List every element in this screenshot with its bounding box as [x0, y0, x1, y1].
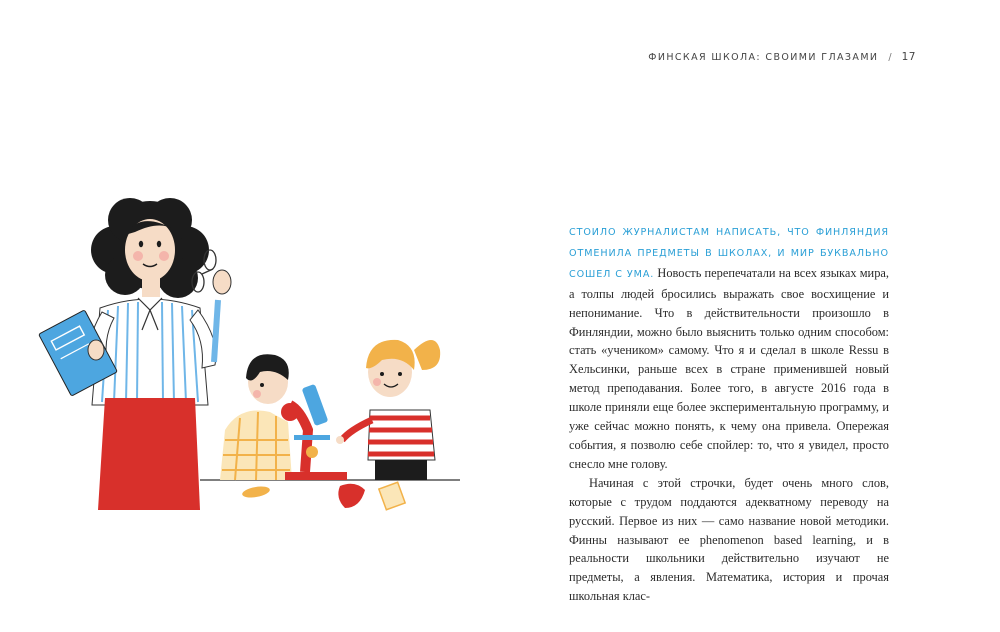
- girl-figure: [336, 340, 440, 480]
- paragraph-1: [569, 222, 889, 474]
- running-head: [648, 51, 916, 63]
- lead-in: СТОИЛО ЖУРНАЛИСТАМ НАПИСАТЬ, ЧТО ФИНЛЯНДИЯ ОТМЕНИЛА ПРЕДМЕТЫ В ШКОЛАХ, И МИР БУКВАЛЬНО СОШЕЛ С УМА.: [569, 227, 889, 280]
- card-icon: [379, 482, 405, 510]
- running-title: ФИНСКАЯ ШКОЛА: СВОИМИ ГЛАЗАМИ: [648, 51, 879, 63]
- leaf-icon: [241, 485, 270, 500]
- paragraph-1-text: Новость перепечатали на всех языках мира, а толпы людей бросились выражать свое восхищение и непонимание. Что в действительности произошло в Финляндии, можно было выяснить только одним способом: стать «учеником» самому. Что я и сделал в школе Ressu в Хельсинки, раньше всех в стране применившей новый метод преподавания. Более того, в августе 2016 года в школе приняли еще более экспериментальную программу, и уже сейчас можно понять, к чему она привела. Опережая события, я позволю себе спойлер: то, что я увидел, просто снесло мне голову.: [569, 265, 889, 471]
- page-number: 17: [901, 51, 916, 63]
- boy-figure: [220, 354, 292, 480]
- running-head-separator: /: [888, 51, 892, 63]
- body-text: [569, 222, 889, 606]
- teacher-and-children-with-microscope-illustration: [30, 190, 470, 520]
- teacher-figure: [39, 198, 231, 510]
- red-leaf-icon: [338, 484, 365, 508]
- paragraph-2: Начиная с этой строчки, будет очень много слов, которые с трудом поддаются адекватному переводу на русский. Первое из них — само название новой методики. Финны называют ее phenomenon based learning, и в реальности школьники действительно изучают не предметы, а явления. Математика, история и прочая школьная клас-: [569, 475, 889, 604]
